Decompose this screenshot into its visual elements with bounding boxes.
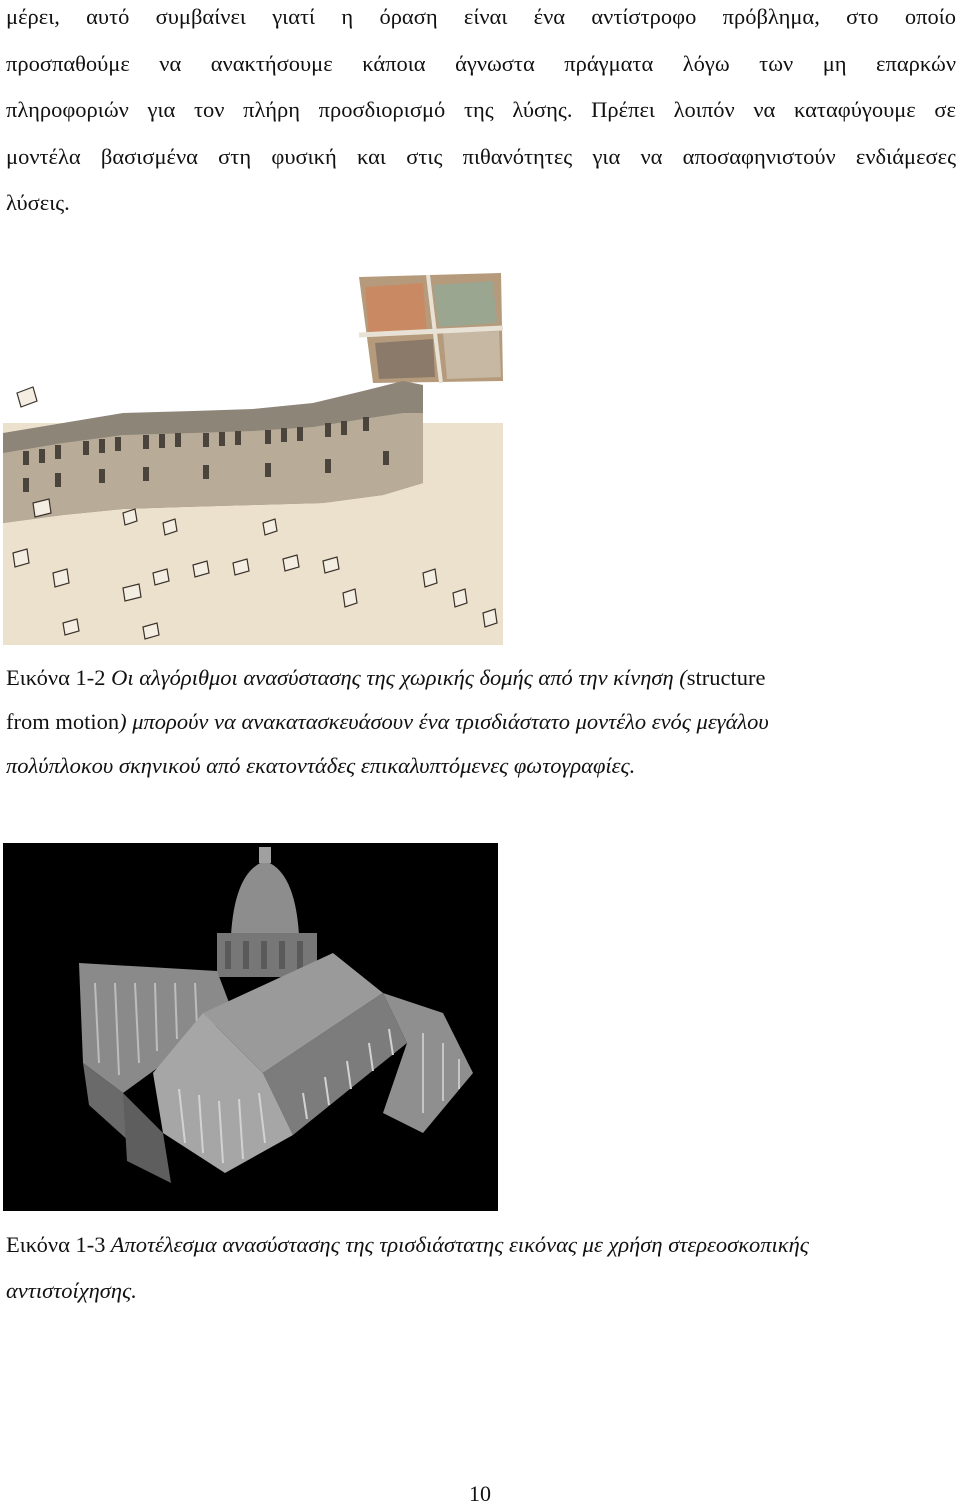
caption-1-2-line-3: πολύπλοκου σκηνικού από εκατοντάδες επικαλυπτόμενες φωτογραφίες. <box>6 753 636 778</box>
figure-stereo-reconstruction <box>3 843 498 1211</box>
caption-1-3-line-1: Εικόνα 1-3 Αποτέλεσμα ανασύστασης της τρισδιάστατης εικόνας με χρήση στερεοσκοπικής <box>6 1232 809 1257</box>
figure-1-3-caption <box>6 1222 956 1314</box>
page-number: 10 <box>469 1481 491 1506</box>
aerial-map-inset <box>359 273 503 383</box>
figure-1-3-label: Εικόνα 1-3 <box>6 1232 106 1257</box>
figure-structure-from-motion <box>3 273 503 645</box>
figure-1-2-caption <box>6 656 956 788</box>
body-line-5: λύσεις. <box>6 190 70 215</box>
cathedral-3d-model-image <box>3 843 498 1211</box>
caption-1-2-line-2: from motion) μπορούν να ανακατασκευάσουν ένα τρισδιάστατο μοντέλο ενός μεγάλου <box>6 709 769 734</box>
caption-1-3-line-2: αντιστοίχησης. <box>6 1278 137 1303</box>
body-line-3: πληροφοριών για τον πλήρη προσδιορισμό της λύσης. Πρέπει λοιπόν να καταφύγουμε σε <box>6 97 956 122</box>
caption-1-2-line-1: Εικόνα 1-2 Οι αλγόριθμοι ανασύστασης της χωρικής δομής από την κίνηση (structure <box>6 665 766 690</box>
figure-1-2-label: Εικόνα 1-2 <box>6 665 106 690</box>
body-paragraph <box>6 0 956 227</box>
body-line-2: προσπαθούμε να ανακτήσουμε κάποια άγνωστα πράγματα λόγω των μη επαρκών <box>6 50 956 76</box>
sfm-reconstruction-image <box>3 273 503 645</box>
body-line-1: μέρει, αυτό συμβαίνει γιατί η όραση είναι ένα αντίστροφο πρόβλημα, στο οποίο <box>6 4 956 29</box>
body-line-4: μοντέλα βασισμένα στη φυσική και στις πιθανότητες για να αποσαφηνιστούν ενδιάμεσες <box>6 143 956 169</box>
